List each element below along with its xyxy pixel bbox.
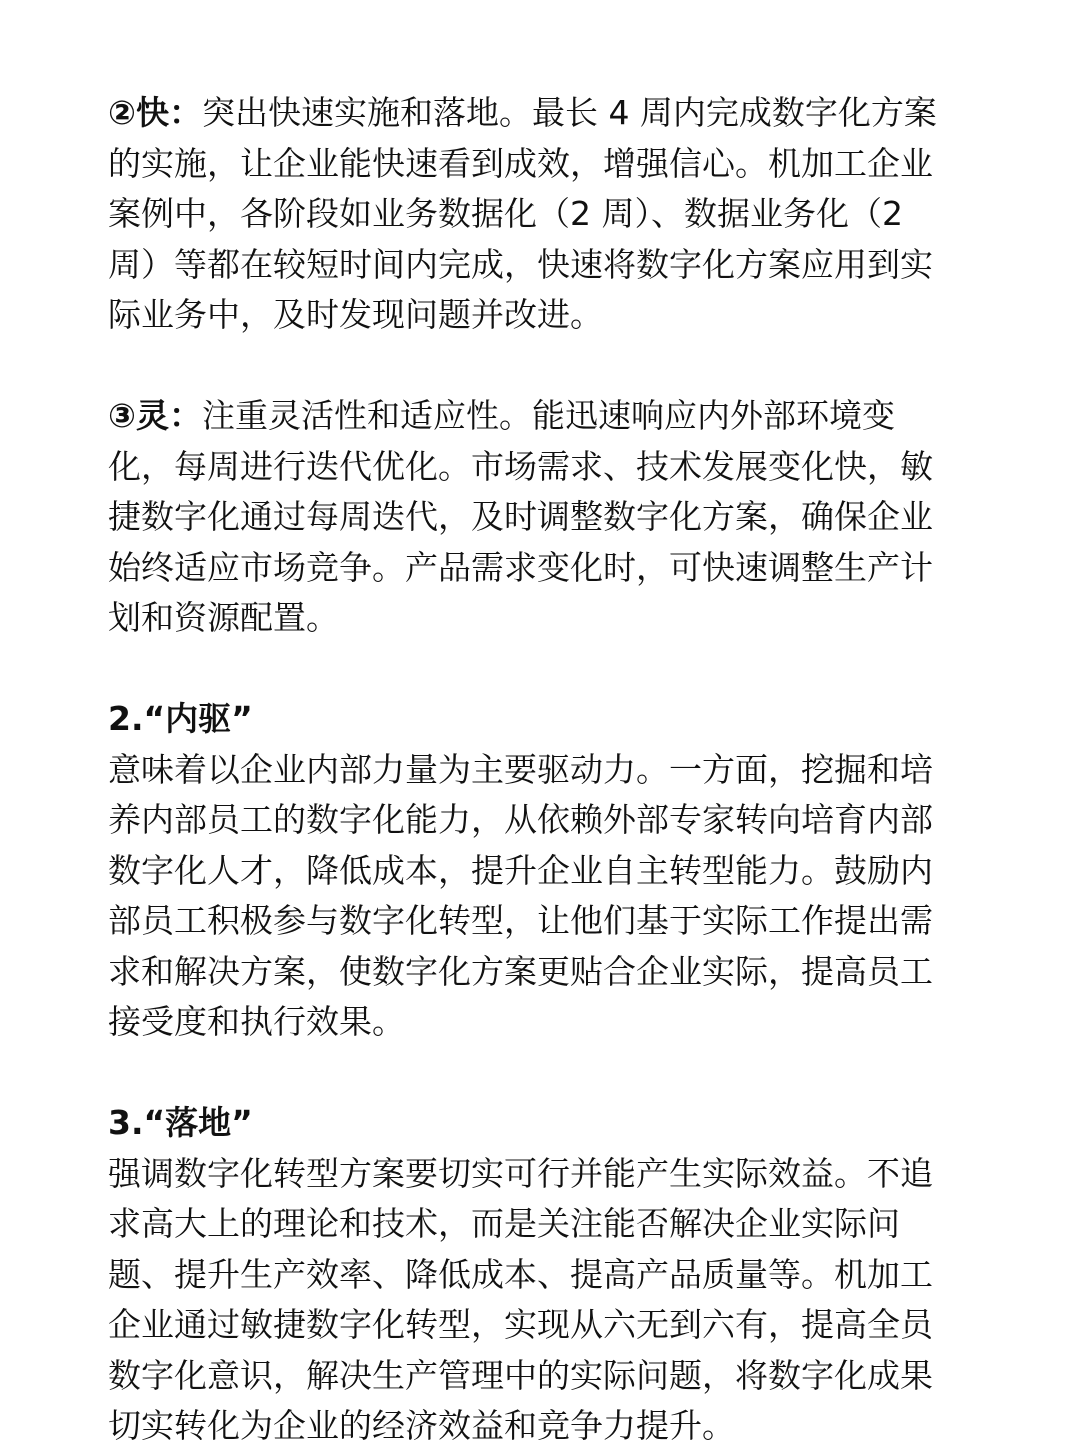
paragraph-line: 企业通过敏捷数字化转型，实现从六无到六有，提高全员 [108, 1305, 933, 1344]
paragraph-line: 化，每周进行迭代优化。市场需求、技术发展变化快，敏 [108, 446, 933, 486]
paragraph-line: 接受度和执行效果。 [108, 1002, 405, 1041]
paragraph-text: 注重灵活性和适应性。能迅速响应内外部环境变 [201, 396, 895, 435]
paragraph-line [108, 88, 958, 139]
paragraph-line: 求高大上的理论和技术，而是关注能否解决企业实际问 [108, 1204, 900, 1243]
paragraph-line: 养内部员工的数字化能力，从依赖外部专家转向培育内部 [108, 800, 933, 839]
paragraph-ling [108, 391, 958, 644]
paragraph-text: 突出快速实施和落地。最长 4 周内完成数字化方案 [201, 93, 937, 132]
paragraph-line: 切实转化为企业的经济效益和竞争力提升。 [108, 1406, 735, 1445]
paragraph-luodi [108, 1149, 958, 1452]
paragraph-line: 部员工积极参与数字化转型，让他们基于实际工作提出需 [108, 901, 933, 940]
paragraph-line: 的实施，让企业能快速看到成效，增强信心。机加工企业 [108, 143, 933, 183]
spacer [108, 644, 958, 695]
paragraph-line: 题、提升生产效率、降低成本、提高产品质量等。机加工 [108, 1254, 933, 1294]
paragraph-line: 际业务中，及时发现问题并改进。 [108, 295, 603, 334]
paragraph-kuai [108, 88, 958, 341]
spacer [108, 341, 958, 392]
paragraph-line: 始终适应市场竞争。产品需求变化时，可快速调整生产计 [108, 547, 933, 587]
section-heading-luodi: 3.“落地” [108, 1103, 253, 1142]
article-body [108, 88, 958, 1452]
paragraph-line: 意味着以企业内部力量为主要驱动力。一方面，挖掘和培 [108, 749, 933, 789]
paragraph-line: 划和资源配置。 [108, 598, 339, 637]
section-heading-neiqu: 2.“内驱” [108, 699, 253, 738]
paragraph-line: 求和解决方案，使数字化方案更贴合企业实际，提高员工 [108, 951, 933, 991]
paragraph-line: 数字化意识，解决生产管理中的实际问题，将数字化成果 [108, 1355, 933, 1395]
paragraph-line: 数字化人才，降低成本，提升企业自主转型能力。鼓励内 [108, 850, 933, 890]
paragraph-neiqu [108, 745, 958, 1048]
paragraph-line: 捷数字化通过每周迭代，及时调整数字化方案，确保企业 [108, 497, 933, 536]
paragraph-lead-label: ③灵： [108, 396, 202, 435]
spacer [108, 1048, 958, 1099]
paragraph-line [108, 391, 958, 442]
paragraph-line: 案例中，各阶段如业务数据化（2 周）、数据业务化（2 [108, 194, 903, 233]
paragraph-line: 强调数字化转型方案要切实可行并能产生实际效益。不追 [108, 1153, 933, 1193]
paragraph-line: 周）等都在较短时间内完成，快速将数字化方案应用到实 [108, 244, 933, 284]
paragraph-lead-label: ②快： [108, 93, 202, 132]
